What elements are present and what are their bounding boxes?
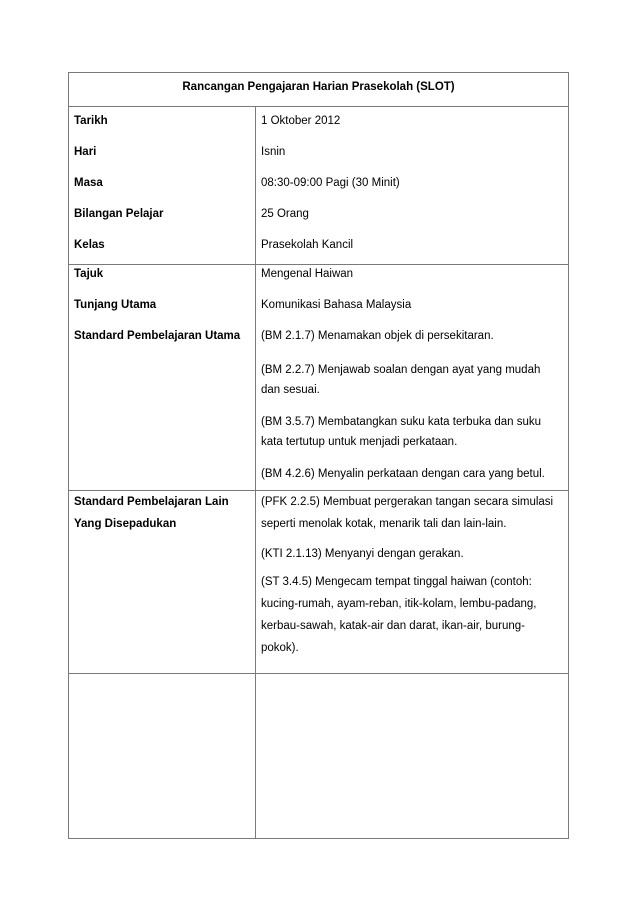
- info-value-tarikh: 1 Oktober 2012: [261, 115, 341, 127]
- integrated-label-line1: Standard Pembelajaran Lain: [74, 496, 229, 508]
- topic-row: [69, 265, 569, 491]
- standard-item-bm-217: (BM 2.1.7) Menamakan objek di persekitaran.: [261, 330, 494, 342]
- standard-item-bm-227: (BM 2.2.7) Menjawab soalan dengan ayat yang mudah dan sesuai.: [261, 364, 541, 396]
- info-labels-cell: [69, 107, 256, 265]
- integrated-item-st: (ST 3.4.5) Mengecam tempat tinggal haiwan (contoh: kucing-rumah, ayam-reban, itik-kolam, lembu-padang, kerbau-sawah, katak-air dan darat, ikan-air, burung- pokok).: [261, 576, 537, 654]
- info-value-hari: Isnin: [261, 146, 286, 158]
- standard-item-bm-357: (BM 3.5.7) Membatangkan suku kata terbuka dan suku kata tertutup untuk menjadi perkataan.: [261, 416, 541, 448]
- integrated-item-kti: (KTI 2.1.13) Menyanyi dengan gerakan.: [261, 548, 464, 560]
- title-row: [69, 73, 569, 107]
- info-label-hari: Hari: [74, 146, 97, 158]
- integrated-row: [69, 491, 569, 674]
- info-label-tarikh: Tarikh: [74, 115, 108, 127]
- lesson-plan-table: [68, 72, 569, 839]
- document-title: Rancangan Pengajaran Harian Prasekolah (SLOT): [182, 81, 455, 93]
- info-values-cell: [256, 107, 569, 265]
- title-cell: [69, 73, 569, 107]
- info-value-bilangan: 25 Orang: [261, 208, 309, 220]
- info-value-masa: 08:30-09:00 Pagi (30 Minit): [261, 177, 400, 189]
- tunjang-value: Komunikasi Bahasa Malaysia: [261, 299, 412, 311]
- integrated-values-cell: [256, 491, 569, 674]
- empty-cell-left: [69, 674, 256, 839]
- integrated-label-line2: Yang Disepadukan: [74, 518, 177, 530]
- topic-values-cell: [256, 265, 569, 491]
- standard-utama-label: Standard Pembelajaran Utama: [74, 330, 241, 342]
- tajuk-label: Tajuk: [74, 268, 104, 280]
- empty-row: [69, 674, 569, 839]
- tunjang-label: Tunjang Utama: [74, 299, 157, 311]
- tajuk-value: Mengenal Haiwan: [261, 268, 354, 280]
- info-label-masa: Masa: [74, 177, 103, 189]
- empty-cell-right: [256, 674, 569, 839]
- info-label-kelas: Kelas: [74, 239, 105, 251]
- integrated-label-cell: [69, 491, 256, 674]
- info-row: [69, 107, 569, 265]
- integrated-item-pfk: (PFK 2.2.5) Membuat pergerakan tangan secara simulasi seperti menolak kotak, menarik tali dan lain-lain.: [261, 496, 554, 530]
- info-label-bilangan: Bilangan Pelajar: [74, 208, 164, 220]
- info-value-kelas: Prasekolah Kancil: [261, 239, 354, 251]
- topic-labels-cell: [69, 265, 256, 491]
- standard-item-bm-426: (BM 4.2.6) Menyalin perkataan dengan cara yang betul.: [261, 468, 545, 480]
